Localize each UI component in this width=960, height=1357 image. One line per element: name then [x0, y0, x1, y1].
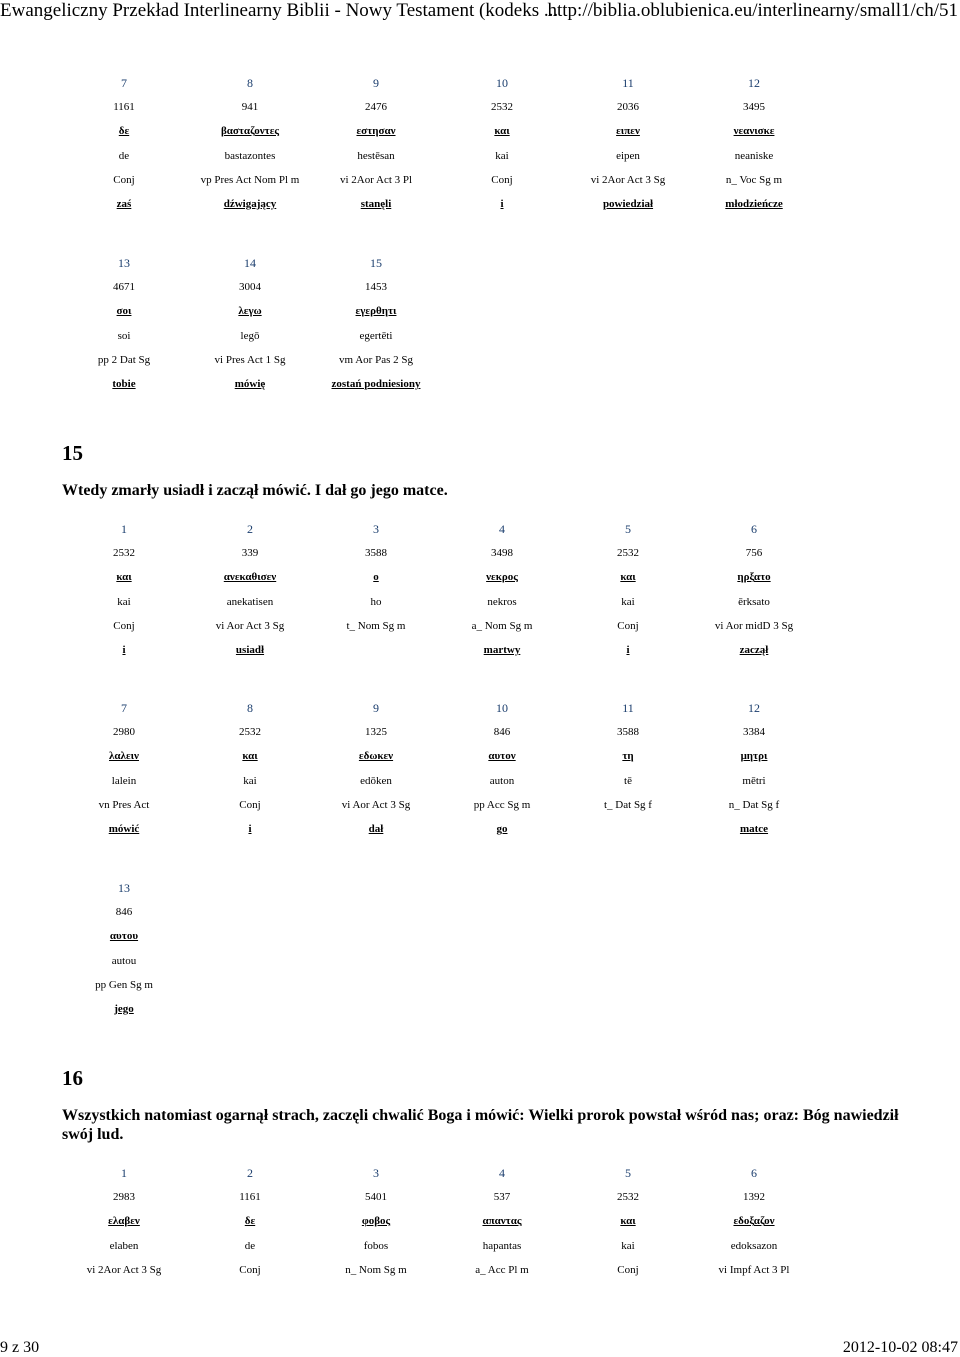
- word-number: 11: [622, 75, 634, 90]
- morphology: vi 2Aor Act 3 Pl: [339, 173, 413, 186]
- greek-word-link[interactable]: και: [494, 125, 510, 138]
- greek-word-link[interactable]: δε: [118, 125, 130, 138]
- word-number: 13: [118, 880, 130, 895]
- transliteration: kai: [243, 774, 257, 787]
- print-datetime: 2012-10-02 08:47: [842, 1339, 958, 1356]
- word-number: 15: [370, 255, 382, 270]
- polish-word-link[interactable]: go: [496, 823, 508, 836]
- transliteration: hapantas: [482, 1239, 522, 1252]
- transliteration: neaniske: [734, 149, 774, 162]
- strong-number: 3498: [491, 547, 513, 560]
- word-number: 10: [496, 700, 508, 715]
- transliteration: kai: [117, 595, 131, 608]
- word-number: 8: [247, 700, 253, 715]
- strong-number: 3588: [365, 547, 387, 560]
- strong-number: 756: [745, 547, 763, 560]
- polish-word-link[interactable]: i: [626, 644, 630, 657]
- polish-word-link[interactable]: [565, 817, 691, 841]
- transliteration: lalein: [111, 774, 137, 787]
- greek-word-link[interactable]: αυτου: [109, 930, 139, 943]
- strong-number: 5401: [365, 1191, 387, 1204]
- verse-text: Wtedy zmarły usiadł i zaczął mówić. I dał go jego matce.: [62, 482, 448, 499]
- strong-number: 537: [493, 1191, 511, 1204]
- morphology: t_ Nom Sg m: [346, 619, 406, 632]
- transliteration: edōken: [360, 774, 392, 787]
- strong-number: 1453: [365, 281, 387, 294]
- strong-number: 4671: [113, 281, 135, 294]
- morphology: Conj: [113, 619, 135, 632]
- morphology: vi 2Aor Act 3 Sg: [86, 1263, 162, 1276]
- polish-word-link[interactable]: mówię: [234, 378, 266, 391]
- transliteration: auton: [489, 774, 515, 787]
- morphology: Conj: [617, 619, 639, 632]
- strong-number: 2980: [113, 726, 135, 739]
- morphology: vm Aor Pas 2 Sg: [339, 353, 413, 366]
- strong-number: 1161: [113, 101, 135, 114]
- word-number: 3: [373, 1165, 379, 1180]
- morphology: Conj: [239, 1263, 261, 1276]
- word-number: 2: [247, 1165, 253, 1180]
- word-number: 6: [751, 1165, 757, 1180]
- word-number: 1: [121, 521, 127, 536]
- strong-number: 2983: [113, 1191, 135, 1204]
- morphology: a_ Nom Sg m: [471, 619, 533, 632]
- polish-word-link[interactable]: i: [500, 198, 504, 211]
- word-number: 7: [121, 700, 127, 715]
- polish-word-link[interactable]: matce: [739, 823, 769, 836]
- strong-number: 3495: [743, 101, 765, 114]
- greek-word-link[interactable]: ο: [373, 571, 379, 584]
- morphology: a_ Acc Pl m: [475, 1263, 529, 1276]
- polish-word-link[interactable]: i: [122, 644, 126, 657]
- greek-word-link[interactable]: δε: [244, 1215, 256, 1228]
- morphology: vi 2Aor Act 3 Sg: [590, 173, 666, 186]
- greek-word-link[interactable]: και: [116, 571, 132, 584]
- morphology: vi Pres Act 1 Sg: [214, 353, 286, 366]
- greek-word-link[interactable]: και: [620, 1215, 636, 1228]
- greek-word-link[interactable]: νεανισκε: [733, 125, 775, 138]
- polish-word-link[interactable]: zaczął: [739, 644, 769, 657]
- transliteration: mētri: [742, 774, 766, 787]
- polish-word-link[interactable]: zaś: [116, 198, 132, 211]
- transliteration: elaben: [109, 1239, 139, 1252]
- morphology: vi Aor midD 3 Sg: [714, 619, 794, 632]
- greek-word-link[interactable]: βασταζοντες: [220, 125, 280, 138]
- transliteration: soi: [117, 329, 131, 342]
- strong-number: 2532: [239, 726, 261, 739]
- morphology: vn Pres Act: [98, 798, 150, 811]
- strong-number: 2532: [491, 101, 513, 114]
- page-counter: 9 z 30: [0, 1339, 40, 1356]
- page-header-url: http://biblia.oblubienica.eu/interlinearny/small1/ch/51: [547, 0, 958, 21]
- transliteration: nekros: [487, 595, 517, 608]
- word-number: 9: [373, 700, 379, 715]
- word-number: 5: [625, 521, 631, 536]
- greek-word-link[interactable]: ελαβεν: [108, 1215, 140, 1228]
- greek-word-link[interactable]: εστησαν: [356, 125, 396, 138]
- page-header-title: Ewangeliczny Przekład Interlinearny Biblii - Nowy Testament (kodeks ...: [0, 0, 559, 21]
- word-number: 12: [748, 75, 760, 90]
- word-number: 10: [496, 75, 508, 90]
- morphology: Conj: [113, 173, 135, 186]
- strong-number: 2476: [365, 101, 387, 114]
- word-group-v14-b: [61, 251, 817, 396]
- strong-number: 2036: [617, 101, 639, 114]
- word-number: 12: [748, 700, 760, 715]
- morphology: pp Acc Sg m: [473, 798, 531, 811]
- greek-word-link[interactable]: λαλειν: [109, 750, 139, 763]
- word-group-v14-a: [61, 71, 817, 216]
- transliteration: anekatisen: [226, 595, 274, 608]
- transliteration: de: [244, 1239, 256, 1252]
- greek-word-link[interactable]: και: [242, 750, 258, 763]
- greek-word-link[interactable]: εδοξαζον: [733, 1215, 775, 1228]
- word-number: 2: [247, 521, 253, 536]
- word-number: 5: [625, 1165, 631, 1180]
- greek-word-link[interactable]: μητρι: [740, 750, 768, 763]
- polish-word-link[interactable]: stanęli: [360, 198, 392, 211]
- strong-number: 339: [241, 547, 259, 560]
- word-number: 6: [751, 521, 757, 536]
- polish-word-link[interactable]: powiedział: [602, 198, 654, 211]
- strong-number: 846: [493, 726, 511, 739]
- greek-word-link[interactable]: ειπεν: [616, 125, 640, 138]
- greek-word-link[interactable]: και: [620, 571, 636, 584]
- verse-number: 15: [62, 441, 83, 465]
- word-group-v15-b: [61, 696, 817, 841]
- morphology: pp Gen Sg m: [95, 978, 153, 991]
- strong-number: 2532: [617, 1191, 639, 1204]
- morphology: t_ Dat Sg f: [604, 798, 652, 811]
- greek-word-link[interactable]: ανεκαθισεν: [223, 571, 277, 584]
- word-number: 3: [373, 521, 379, 536]
- word-number: 13: [118, 255, 130, 270]
- transliteration: legō: [240, 329, 260, 342]
- word-group-v15-c: [61, 876, 817, 1021]
- morphology: Conj: [239, 798, 261, 811]
- strong-number: 846: [115, 906, 133, 919]
- word-number: 9: [373, 75, 379, 90]
- transliteration: tē: [624, 774, 632, 787]
- transliteration: kai: [621, 1239, 635, 1252]
- word-number: 1: [121, 1165, 127, 1180]
- transliteration: ho: [370, 595, 382, 608]
- transliteration: autou: [111, 954, 137, 967]
- word-number: 11: [622, 700, 634, 715]
- transliteration: hestēsan: [357, 149, 395, 162]
- polish-word-link[interactable]: jego: [114, 1003, 134, 1016]
- polish-word-link[interactable]: martwy: [483, 644, 521, 657]
- strong-number: 2532: [113, 547, 135, 560]
- morphology: Conj: [491, 173, 513, 186]
- strong-number: 1161: [239, 1191, 261, 1204]
- morphology: vi Aor Act 3 Sg: [215, 619, 285, 632]
- strong-number: 1392: [743, 1191, 765, 1204]
- verse-text: Wszystkich natomiast ogarnął strach, zaczęli chwalić Boga i mówić: Wielki prorok powstał wśród nas; oraz: Bóg nawiedził swój lud.: [62, 1107, 899, 1143]
- morphology: n_ Dat Sg f: [728, 798, 780, 811]
- word-number: 4: [499, 521, 505, 536]
- polish-word-link[interactable]: zostań podniesiony: [331, 378, 421, 391]
- word-number: 8: [247, 75, 253, 90]
- greek-word-link[interactable]: απαντας: [482, 1215, 522, 1228]
- transliteration: de: [118, 149, 130, 162]
- greek-word-link[interactable]: αυτον: [488, 750, 516, 763]
- greek-word-link[interactable]: εγερθητι: [355, 305, 397, 318]
- strong-number: 3384: [743, 726, 765, 739]
- word-number: 14: [244, 255, 256, 270]
- word-group-v16-a: [61, 1161, 817, 1282]
- transliteration: edoksazon: [730, 1239, 778, 1252]
- strong-number: 1325: [365, 726, 387, 739]
- greek-word-link[interactable]: τη: [622, 750, 634, 763]
- polish-word-link[interactable]: i: [248, 823, 252, 836]
- morphology: n_ Voc Sg m: [725, 173, 783, 186]
- word-number: 4: [499, 1165, 505, 1180]
- morphology: Conj: [617, 1263, 639, 1276]
- greek-word-link[interactable]: σοι: [116, 305, 132, 318]
- greek-word-link[interactable]: εδωκεν: [358, 750, 394, 763]
- strong-number: 3004: [239, 281, 261, 294]
- strong-number: 3588: [617, 726, 639, 739]
- polish-word-link[interactable]: mówić: [108, 823, 140, 836]
- transliteration: egertēti: [359, 329, 393, 342]
- transliteration: bastazontes: [224, 149, 276, 162]
- greek-word-link[interactable]: νεκρος: [486, 571, 518, 584]
- greek-word-link[interactable]: ηρξατο: [737, 571, 771, 584]
- morphology: vp Pres Act Nom Pl m: [200, 173, 300, 186]
- transliteration: kai: [495, 149, 509, 162]
- polish-word-link[interactable]: tobie: [112, 378, 136, 391]
- morphology: vi Aor Act 3 Sg: [341, 798, 411, 811]
- verse-number: 16: [62, 1066, 83, 1090]
- strong-number: 941: [241, 101, 259, 114]
- transliteration: fobos: [363, 1239, 389, 1252]
- polish-word-link[interactable]: [313, 638, 439, 662]
- greek-word-link[interactable]: λεγω: [238, 305, 262, 318]
- polish-word-link[interactable]: usiadł: [235, 644, 265, 657]
- word-number: 7: [121, 75, 127, 90]
- morphology: n_ Nom Sg m: [345, 1263, 407, 1276]
- greek-word-link[interactable]: φοβος: [361, 1215, 391, 1228]
- morphology: pp 2 Dat Sg: [97, 353, 151, 366]
- transliteration: ērksato: [738, 595, 770, 608]
- polish-word-link[interactable]: młodzieńcze: [725, 198, 783, 211]
- polish-word-link[interactable]: dźwigający: [223, 198, 277, 211]
- polish-word-link[interactable]: dał: [368, 823, 384, 836]
- transliteration: eipen: [616, 149, 640, 162]
- transliteration: kai: [621, 595, 635, 608]
- morphology: vi Impf Act 3 Pl: [718, 1263, 790, 1276]
- strong-number: 2532: [617, 547, 639, 560]
- word-group-v15-a: [61, 517, 817, 662]
